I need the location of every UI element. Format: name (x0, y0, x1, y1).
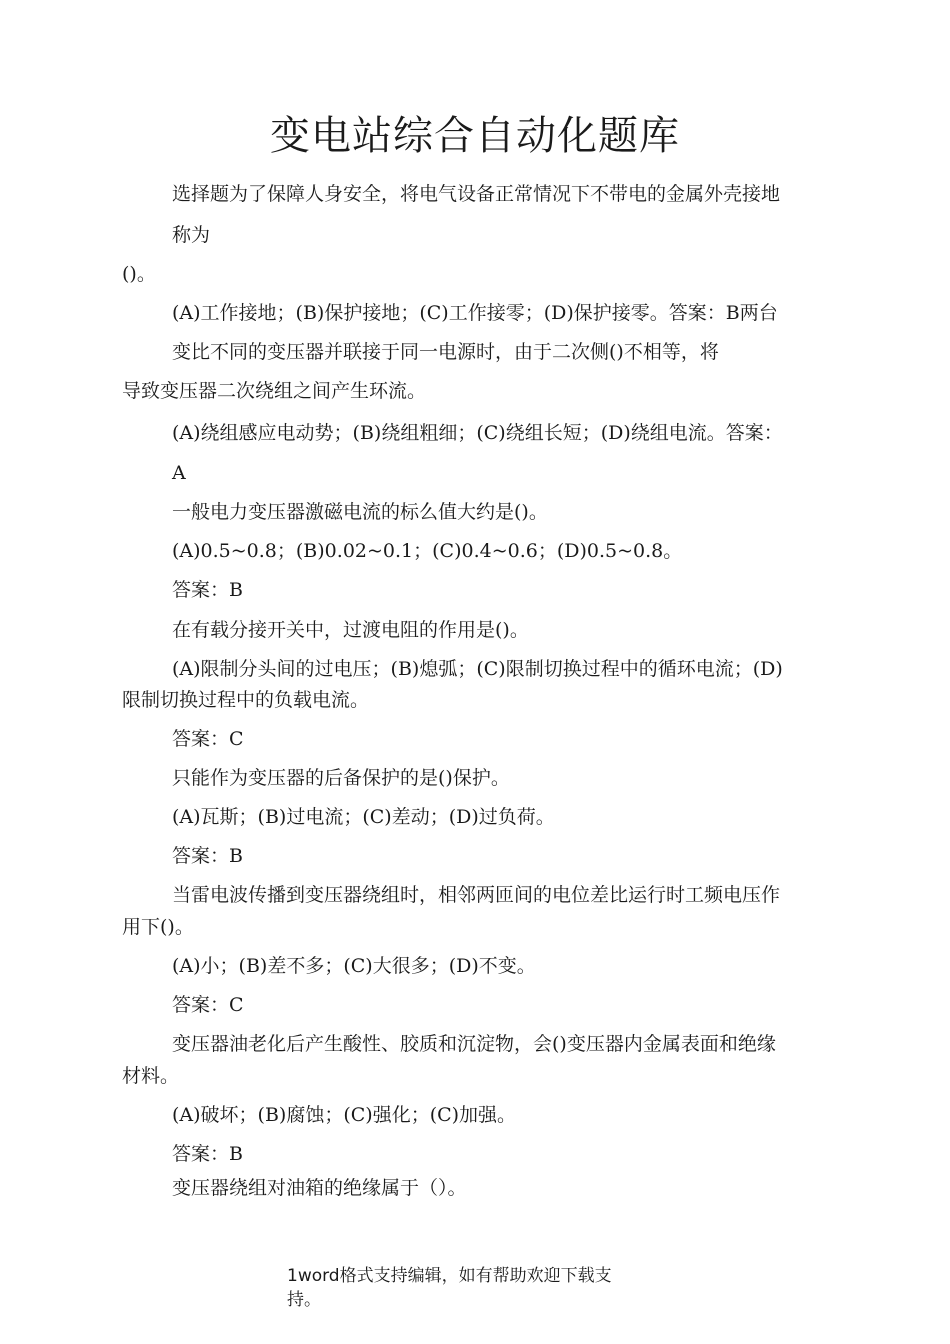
text-line: 答案：B (172, 579, 243, 601)
text-line: 选择题为了保障人身安全，将电气设备正常情况下不带电的金属外壳接地 (172, 183, 781, 205)
text-line: 变压器绕组对油箱的绝缘属于（）。 (172, 1177, 467, 1199)
text-line: 限制切换过程中的负载电流。 (122, 689, 370, 711)
text-line: 答案：C (172, 728, 244, 750)
text-line: 材料。 (122, 1065, 180, 1087)
text-line: (A)工作接地；(B)保护接地；(C)工作接零；(D)保护接零。答案：B两台 (172, 302, 778, 324)
text-line: ()。 (122, 263, 156, 285)
page-footer (287, 1264, 647, 1312)
document-title: 变电站综合自动化题库 (270, 113, 680, 159)
text-line: (A)破坏；(B)腐蚀；(C)强化；(C)加强。 (172, 1104, 517, 1126)
text-line: (A)瓦斯；(B)过电流；(C)差动；(D)过负荷。 (172, 806, 555, 828)
text-line: 只能作为变压器的后备保护的是()保护。 (172, 767, 510, 789)
text-line: (A)小；(B)差不多；(C)大很多；(D)不变。 (172, 955, 536, 977)
text-line: 答案：B (172, 1143, 243, 1165)
text-line: (A)0.5~0.8；(B)0.02~0.1；(C)0.4~0.6；(D)0.5~0.8。 (172, 540, 683, 562)
text-line: 答案：C (172, 994, 244, 1016)
text-line: 在有载分接开关中，过渡电阻的作用是()。 (172, 619, 529, 641)
footer-line: 持。 (287, 1290, 321, 1310)
text-line: A (172, 462, 186, 484)
text-line: (A)限制分头间的过电压；(B)熄弧；(C)限制切换过程中的循环电流；(D) (172, 658, 783, 680)
text-line: 答案：B (172, 845, 243, 867)
text-line: 称为 (172, 224, 211, 246)
text-line: 当雷电波传播到变压器绕组时，相邻两匝间的电位差比运行时工频电压作 (172, 884, 781, 906)
text-line: 变压器油老化后产生酸性、胶质和沉淀物，会()变压器内金属表面和绝缘 (172, 1033, 776, 1055)
text-line: 变比不同的变压器并联接于同一电源时，由于二次侧()不相等，将 (172, 341, 719, 363)
footer-line: 1word格式支持编辑，如有帮助欢迎下载支 (287, 1266, 612, 1286)
text-line: 导致变压器二次绕组之间产生环流。 (122, 380, 427, 402)
text-line: 用下()。 (122, 916, 194, 938)
text-line: 一般电力变压器激磁电流的标么值大约是()。 (172, 501, 548, 523)
text-line: (A)绕组感应电动势；(B)绕组粗细；(C)绕组长短；(D)绕组电流。答案： (172, 422, 783, 444)
